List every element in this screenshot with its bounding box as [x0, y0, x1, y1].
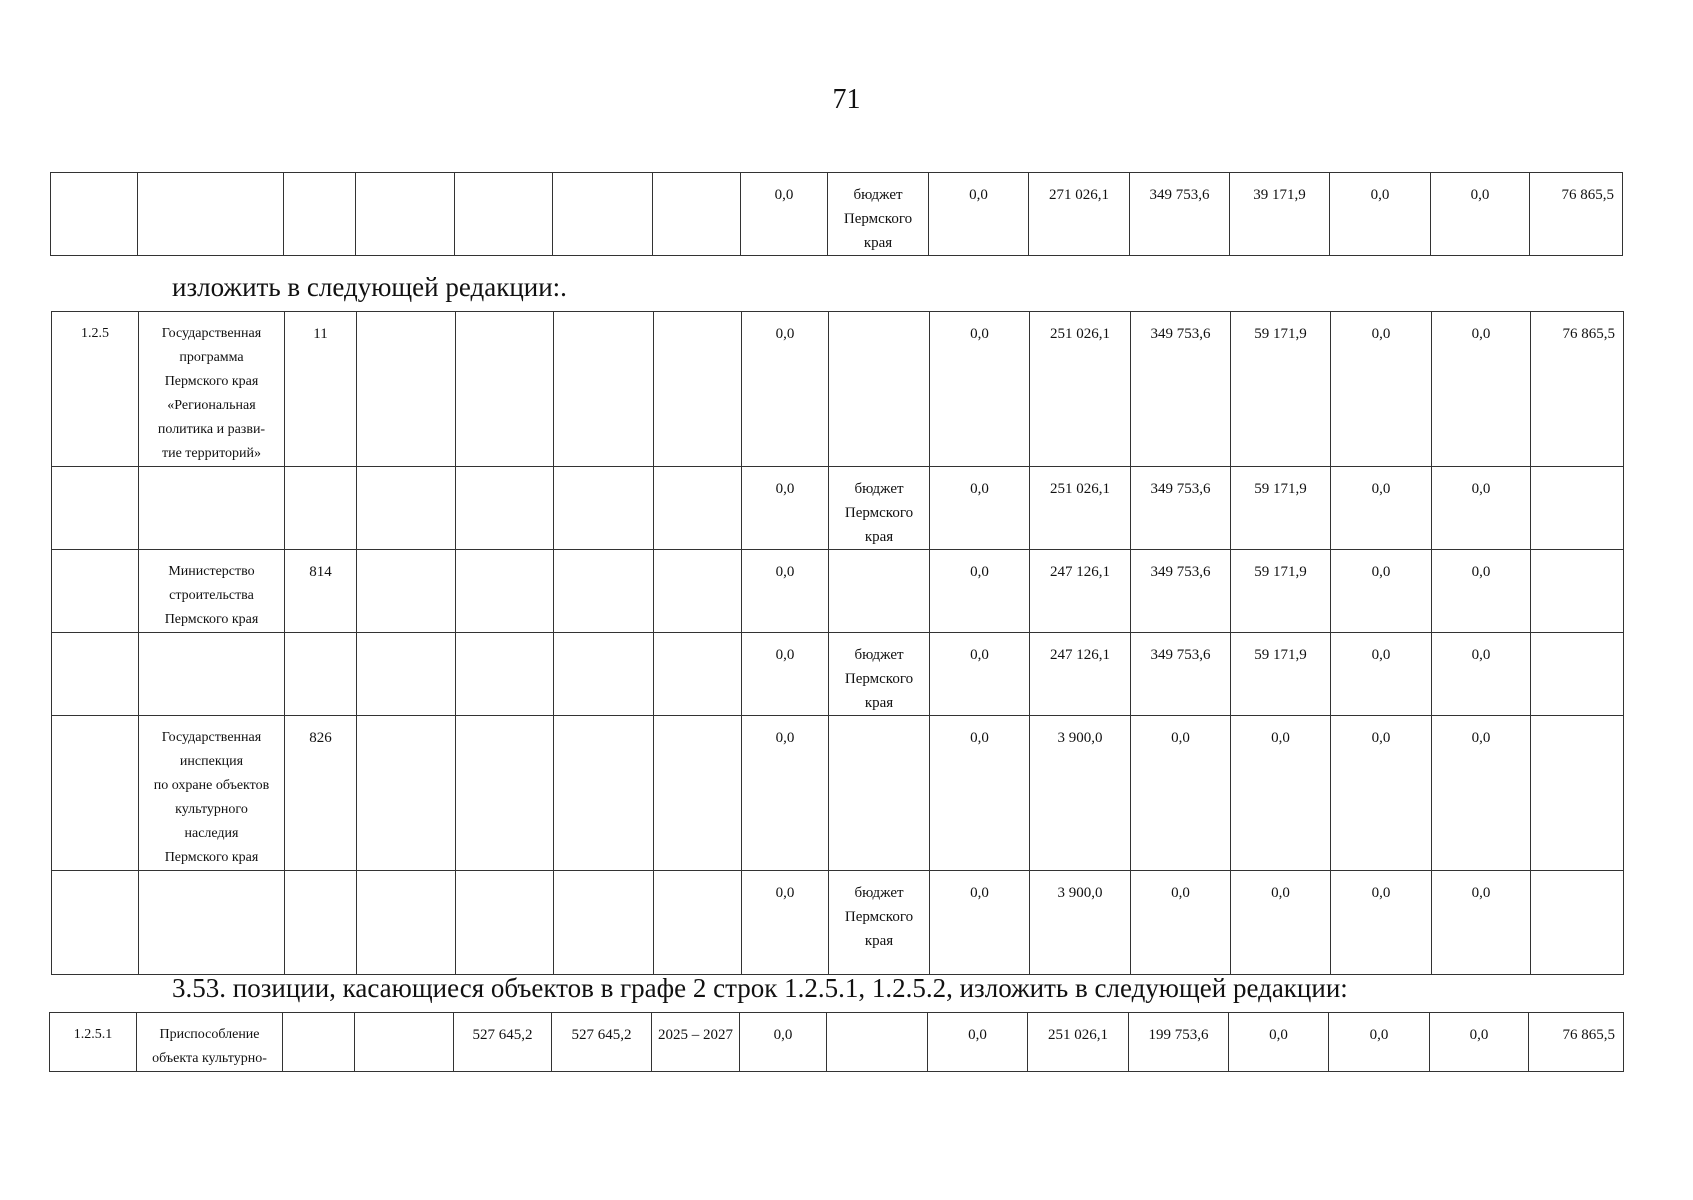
cell-text: 0,0	[1471, 730, 1491, 746]
table-cell	[1432, 467, 1531, 550]
table-cell	[1331, 871, 1432, 975]
table-cell	[654, 312, 742, 467]
cell-text	[1531, 550, 1623, 560]
cell-text: 59 171,9	[1254, 564, 1307, 580]
cell-text: Министерство строительства Пермского края	[164, 564, 259, 627]
table-cell	[1331, 550, 1432, 633]
cell-text	[285, 467, 356, 477]
table-cell	[139, 467, 285, 550]
cell-text	[829, 550, 929, 560]
cell-text	[554, 633, 653, 643]
cell-text: 1.2.5	[81, 326, 109, 341]
cell-text	[1531, 716, 1623, 726]
table-cell	[1432, 550, 1531, 633]
table-cell	[1131, 633, 1231, 716]
cell-text: 0,0	[970, 326, 989, 342]
cell-text: 0,0	[1171, 885, 1190, 901]
table-top	[50, 172, 1623, 256]
table-cell	[285, 716, 357, 871]
table-cell	[455, 173, 553, 256]
table-cell	[285, 871, 357, 975]
cell-text: 76 865,5	[1561, 187, 1614, 203]
cell-text: 59 171,9	[1254, 481, 1307, 497]
table-row	[52, 871, 1624, 975]
table-row	[52, 467, 1624, 550]
table-row	[51, 173, 1623, 256]
table-cell	[1030, 871, 1131, 975]
cell-text: бюджет Пермского края	[843, 187, 913, 251]
cell-text: бюджет Пермского края	[844, 481, 914, 545]
table-cell	[554, 871, 654, 975]
cell-text: 251 026,1	[1050, 481, 1110, 497]
cell-text	[355, 1013, 453, 1023]
table-cell	[1030, 550, 1131, 633]
table-cell	[137, 1013, 283, 1072]
cell-text: 1.2.5.1	[73, 1027, 113, 1042]
cell-text: 2025 – 2027	[658, 1027, 733, 1043]
cell-text	[553, 173, 652, 183]
cell-text	[654, 716, 741, 726]
table-cell	[1430, 1013, 1529, 1072]
table-cell	[742, 312, 829, 467]
table-cell	[554, 550, 654, 633]
table-cell	[742, 633, 829, 716]
cell-text	[456, 871, 553, 881]
table-cell	[1531, 633, 1624, 716]
table-cell	[285, 467, 357, 550]
cell-text	[456, 467, 553, 477]
cell-text: 3 900,0	[1057, 730, 1103, 746]
table-cell	[456, 716, 554, 871]
cell-text	[357, 871, 455, 881]
table-cell	[1229, 1013, 1329, 1072]
cell-text: 0,0	[1471, 481, 1491, 497]
table-cell	[51, 173, 138, 256]
table-cell	[829, 467, 930, 550]
table-cell	[653, 173, 741, 256]
table-cell	[284, 173, 356, 256]
cell-text: 349 753,6	[1150, 564, 1211, 580]
cell-text	[284, 173, 355, 183]
cell-text: 0,0	[970, 730, 989, 746]
table-cell	[742, 716, 829, 871]
table-cell	[1431, 173, 1530, 256]
cell-text	[554, 312, 653, 322]
cell-text: 0,0	[969, 187, 988, 203]
table-cell	[139, 871, 285, 975]
cell-text	[356, 173, 454, 183]
table-cell	[742, 871, 829, 975]
table-row	[50, 1013, 1624, 1072]
cell-text	[52, 550, 138, 560]
cell-text: 0,0	[968, 1027, 987, 1043]
table-cell	[654, 467, 742, 550]
cell-text	[829, 312, 929, 322]
cell-text	[456, 633, 553, 643]
cell-text: 0,0	[1471, 647, 1491, 663]
cell-text: 247 126,1	[1050, 647, 1110, 663]
cell-text: 271 026,1	[1049, 187, 1109, 203]
table-cell	[1331, 633, 1432, 716]
cell-text: 0,0	[1371, 647, 1391, 663]
table-cell	[930, 871, 1030, 975]
cell-text: 0,0	[1371, 326, 1391, 342]
table-row	[52, 312, 1624, 467]
cell-text: 527 645,2	[571, 1027, 632, 1043]
table-cell	[828, 173, 929, 256]
table-cell	[1131, 467, 1231, 550]
table-cell	[357, 871, 456, 975]
cell-text: 0,0	[775, 885, 795, 901]
table-cell	[283, 1013, 355, 1072]
table-cell	[930, 550, 1030, 633]
table-cell	[1432, 312, 1531, 467]
table-cell	[285, 633, 357, 716]
table-cell	[456, 871, 554, 975]
table-cell	[829, 716, 930, 871]
cell-text: 251 026,1	[1050, 326, 1110, 342]
cell-text: 0,0	[1471, 885, 1491, 901]
table-cell	[138, 173, 284, 256]
cell-text: 0,0	[1371, 481, 1391, 497]
cell-text: 0,0	[774, 187, 794, 203]
table-cell	[52, 871, 139, 975]
table-cell	[52, 550, 139, 633]
cell-text	[52, 633, 138, 643]
cell-text: 349 753,6	[1150, 326, 1211, 342]
cell-text	[139, 871, 284, 881]
cell-text: 0,0	[1470, 187, 1490, 203]
table-cell	[1231, 633, 1331, 716]
table-cell	[1432, 716, 1531, 871]
cell-text: 59 171,9	[1254, 647, 1307, 663]
table-cell	[552, 1013, 652, 1072]
table-cell	[356, 173, 455, 256]
cell-text	[456, 550, 553, 560]
cell-text: 39 171,9	[1253, 187, 1306, 203]
table-cell	[829, 312, 930, 467]
table-cell	[139, 312, 285, 467]
table-cell	[357, 467, 456, 550]
cell-text: 349 753,6	[1150, 647, 1211, 663]
table-cell	[1531, 550, 1624, 633]
cell-text	[654, 550, 741, 560]
cell-text	[827, 1013, 927, 1023]
table-row	[52, 716, 1624, 871]
cell-text: 0,0	[1371, 885, 1391, 901]
table-cell	[357, 633, 456, 716]
table-cell	[52, 467, 139, 550]
table-cell	[454, 1013, 552, 1072]
cell-text	[653, 173, 740, 183]
cell-text	[654, 633, 741, 643]
table-cell	[1432, 633, 1531, 716]
table-cell	[930, 312, 1030, 467]
table-cell	[1030, 716, 1131, 871]
table-cell	[456, 312, 554, 467]
cell-text: бюджет Пермского края	[844, 647, 914, 711]
table-cell	[1329, 1013, 1430, 1072]
table-cell	[1029, 173, 1130, 256]
cell-text	[456, 716, 553, 726]
cell-text	[52, 716, 138, 726]
heading-second: 3.53. позиции, касающиеся объектов в графе 2 строк 1.2.5.1, 1.2.5.2, изложить в следующей редакции:	[172, 973, 1348, 1003]
table-cell	[930, 467, 1030, 550]
cell-text: 251 026,1	[1048, 1027, 1108, 1043]
table-cell	[930, 633, 1030, 716]
table-main-body	[52, 312, 1624, 975]
table-cell	[50, 1013, 137, 1072]
table-cell	[654, 550, 742, 633]
cell-text: 0,0	[1371, 730, 1391, 746]
table-cell	[554, 633, 654, 716]
table-cell	[929, 173, 1029, 256]
cell-text: 247 126,1	[1050, 564, 1110, 580]
cell-text: 0,0	[775, 647, 795, 663]
cell-text: 349 753,6	[1149, 187, 1210, 203]
table-cell	[1230, 173, 1330, 256]
table-cell	[1231, 550, 1331, 633]
cell-text	[285, 871, 356, 881]
table-cell	[1130, 173, 1230, 256]
table-cell	[742, 550, 829, 633]
table-cell	[456, 633, 554, 716]
table-cell	[285, 312, 357, 467]
table-cell	[1030, 467, 1131, 550]
cell-text: 349 753,6	[1150, 481, 1211, 497]
table-cell	[357, 716, 456, 871]
table-cell	[1529, 1013, 1624, 1072]
cell-text: 0,0	[1471, 564, 1491, 580]
cell-text: 0,0	[1171, 730, 1190, 746]
cell-text: 0,0	[775, 326, 795, 342]
table-cell	[139, 633, 285, 716]
table-cell	[1131, 550, 1231, 633]
cell-text	[357, 633, 455, 643]
table-cell	[1531, 871, 1624, 975]
cell-text	[357, 716, 455, 726]
table-cell	[741, 173, 828, 256]
table-cell	[1131, 312, 1231, 467]
table-top-body	[51, 173, 1623, 256]
cell-text: 0,0	[775, 481, 795, 497]
table-cell	[554, 716, 654, 871]
table-cell	[652, 1013, 740, 1072]
table-cell	[357, 550, 456, 633]
cell-text	[554, 716, 653, 726]
table-cell	[1331, 716, 1432, 871]
table-cell	[554, 312, 654, 467]
cell-text	[52, 467, 138, 477]
cell-text: 76 865,5	[1562, 1027, 1615, 1043]
table-cell	[355, 1013, 454, 1072]
table-cell	[285, 550, 357, 633]
cell-text: 0,0	[775, 730, 795, 746]
table-cell	[829, 871, 930, 975]
cell-text: 0,0	[1269, 1027, 1288, 1043]
cell-text: 11	[313, 326, 328, 342]
table-cell	[1531, 467, 1624, 550]
cell-text	[285, 633, 356, 643]
cell-text	[829, 716, 929, 726]
table-main	[51, 311, 1624, 975]
cell-text: 0,0	[1469, 1027, 1489, 1043]
cell-text: Государственная программа Пермского края «Региональная политика и разви- тие территорий»	[157, 326, 266, 461]
table-cell	[1231, 716, 1331, 871]
cell-text: 0,0	[773, 1027, 793, 1043]
cell-text: 0,0	[1370, 187, 1390, 203]
table-cell	[928, 1013, 1028, 1072]
table-cell	[829, 633, 930, 716]
table-cell	[52, 633, 139, 716]
table-cell	[740, 1013, 827, 1072]
table-row	[52, 550, 1624, 633]
table-cell	[1530, 173, 1623, 256]
cell-text	[357, 467, 455, 477]
heading-first: изложить в следующей редакции:.	[172, 272, 567, 302]
cell-text	[1531, 467, 1623, 477]
table-cell	[930, 716, 1030, 871]
cell-text	[654, 312, 741, 322]
cell-text: 826	[309, 730, 332, 746]
table-cell	[1129, 1013, 1229, 1072]
cell-text	[138, 173, 283, 183]
table-cell	[1231, 467, 1331, 550]
table-cell	[1131, 716, 1231, 871]
cell-text	[139, 633, 284, 643]
table-cell	[554, 467, 654, 550]
cell-text: 3 900,0	[1057, 885, 1103, 901]
table-cell	[1331, 467, 1432, 550]
cell-text: 0,0	[970, 647, 989, 663]
table-cell	[456, 467, 554, 550]
table-cell	[1432, 871, 1531, 975]
table-cell	[742, 467, 829, 550]
cell-text	[357, 312, 455, 322]
table-cell	[52, 716, 139, 871]
cell-text: 199 753,6	[1148, 1027, 1209, 1043]
table-cell	[1030, 633, 1131, 716]
table-cell	[139, 550, 285, 633]
cell-text	[654, 871, 741, 881]
cell-text: бюджет Пермского края	[844, 885, 914, 949]
table-cell	[456, 550, 554, 633]
cell-text: Государственная инспекция по охране объектов культурного наследия Пермского края	[153, 730, 270, 865]
cell-text	[51, 173, 137, 183]
cell-text	[52, 871, 138, 881]
cell-text	[554, 550, 653, 560]
table-cell	[1531, 312, 1624, 467]
cell-text	[1531, 633, 1623, 643]
cell-text	[455, 173, 552, 183]
cell-text	[554, 871, 653, 881]
table-cell	[1028, 1013, 1129, 1072]
table-cell	[139, 716, 285, 871]
cell-text: 0,0	[1271, 885, 1290, 901]
cell-text: 0,0	[1271, 730, 1290, 746]
cell-text: 0,0	[1371, 564, 1391, 580]
table-cell	[1531, 716, 1624, 871]
table-cell	[1030, 312, 1131, 467]
table-cell	[1231, 312, 1331, 467]
cell-text: 814	[309, 564, 332, 580]
cell-text: 76 865,5	[1562, 326, 1615, 342]
table-cell	[827, 1013, 928, 1072]
cell-text	[139, 467, 284, 477]
cell-text: 0,0	[970, 885, 989, 901]
cell-text: 0,0	[1369, 1027, 1389, 1043]
cell-text: Приспособление объекта культурно-	[152, 1027, 267, 1066]
cell-text: 59 171,9	[1254, 326, 1307, 342]
cell-text	[654, 467, 741, 477]
cell-text	[456, 312, 553, 322]
table-cell	[1231, 871, 1331, 975]
table-cell	[829, 550, 930, 633]
table-cell	[654, 716, 742, 871]
table-cell	[52, 312, 139, 467]
table-cell	[1131, 871, 1231, 975]
cell-text	[357, 550, 455, 560]
cell-text	[554, 467, 653, 477]
table-cell	[357, 312, 456, 467]
table-bottom	[49, 1012, 1624, 1072]
page-number: 71	[832, 84, 861, 115]
table-row	[52, 633, 1624, 716]
table-cell	[553, 173, 653, 256]
table-cell	[1331, 312, 1432, 467]
table-cell	[654, 633, 742, 716]
cell-text: 0,0	[775, 564, 795, 580]
cell-text	[283, 1013, 354, 1023]
table-cell	[654, 871, 742, 975]
cell-text: 0,0	[1471, 326, 1491, 342]
cell-text	[1531, 871, 1623, 881]
cell-text: 527 645,2	[472, 1027, 533, 1043]
table-bottom-body	[50, 1013, 1624, 1072]
cell-text: 0,0	[970, 481, 989, 497]
table-cell	[1330, 173, 1431, 256]
cell-text: 0,0	[970, 564, 989, 580]
